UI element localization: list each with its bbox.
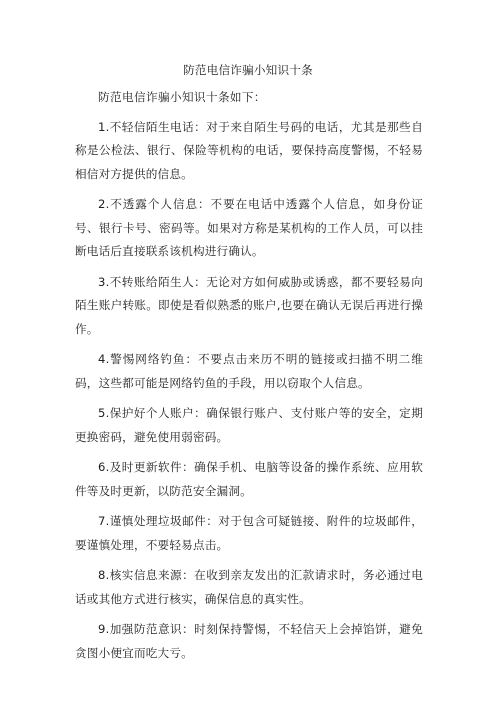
tip-item-3: 3.不转账给陌生人：无论对方如何威胁或诱惑，都不要轻易向陌生账户转账。即使是看似熟悉的账户,也要在确认无误后再进行操作。: [75, 274, 423, 336]
tip-item-1: 1.不轻信陌生电话：对于来自陌生号码的电话，尤其是那些自称是公检法、银行、保险等机构的电话，要保持高度警惕，不轻易相信对方提供的信息。: [75, 120, 423, 181]
tip-item-4: 4.警惕网络钓鱼：不要点击来历不明的链接或扫描不明二维码，这些都可能是网络钓鱼的手段，用以窃取个人信息。: [75, 352, 423, 390]
document-title: 防范电信诈骗小知识十条: [183, 63, 313, 77]
tips-list: [75, 116, 423, 665]
tip-item-2: 2.不透露个人信息：不要在电话中透露个人信息，如身份证号、银行卡号、密码等。如果对方称是某机构的工作人员，可以挂断电话后直接联系该机构进行确认。: [75, 197, 423, 259]
tip-item-5: 5.保护好个人账户：确保银行账户、支付账户等的安全，定期更换密码，避免使用弱密码。: [75, 406, 423, 444]
document-intro: 防范电信诈骗小知识十条如下：: [98, 90, 266, 104]
tip-item-6: 6.及时更新软件：确保手机、电脑等设备的操作系统、应用软件等及时更新，以防范安全漏洞。: [75, 460, 423, 498]
tip-item-8: 8.核实信息来源：在收到亲友发出的汇款请求时，务必通过电话或其他方式进行核实，确保信息的真实性。: [75, 568, 423, 606]
tip-item-7: 7.谨慎处理垃圾邮件：对于包含可疑链接、附件的垃圾邮件，要谨慎处理，不要轻易点击。: [75, 514, 423, 552]
tip-item-9: 9.加强防范意识：时刻保持警惕，不轻信天上会掉馅饼，避免贪图小便宜而吃大亏。: [75, 622, 423, 660]
